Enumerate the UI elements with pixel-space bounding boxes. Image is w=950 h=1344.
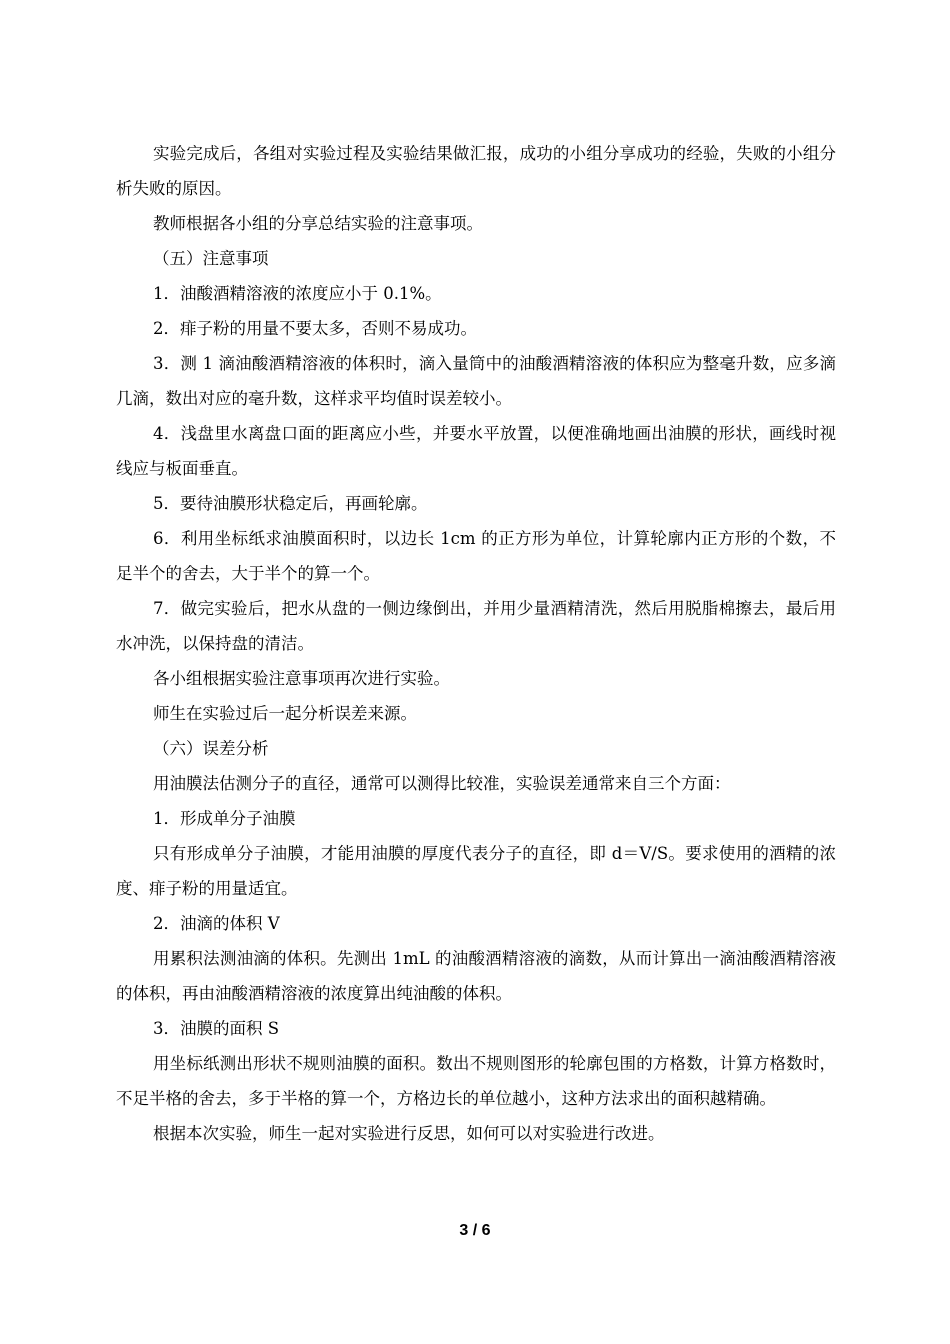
error-item-2-heading: 2．油滴的体积 V: [153, 914, 280, 933]
paragraph-reflection: 根据本次实验，师生一起对实验进行反思，如何可以对实验进行改进。: [153, 1124, 665, 1143]
paragraph-error-intro: 用油膜法估测分子的直径，通常可以测得比较准，实验误差通常来自三个方面：: [153, 774, 731, 793]
document-body: [116, 136, 836, 1151]
section-heading-error-analysis: （六）误差分析: [153, 739, 269, 758]
paragraph-report: 实验完成后，各组对实验过程及实验结果做汇报，成功的小组分享成功的经验，失败的小组分析失败的原因。: [116, 144, 836, 198]
precaution-item-5: 5．要待油膜形状稳定后，再画轮廓。: [153, 494, 428, 513]
error-item-1-heading: 1．形成单分子油膜: [153, 809, 296, 828]
error-item-3-text: 用坐标纸测出形状不规则油膜的面积。数出不规则图形的轮廓包围的方格数，计算方格数时，不足半格的舍去，多于半格的算一个，方格边长的单位越小，这种方法求出的面积越精确。: [116, 1054, 836, 1108]
precaution-item-1: 1．油酸酒精溶液的浓度应小于 0.1%。: [153, 284, 442, 303]
precaution-item-4: 4．浅盘里水离盘口面的距离应小些，并要水平放置，以便准确地画出油膜的形状，画线时视线应与板面垂直。: [116, 424, 836, 478]
page-number: 3 / 6: [459, 1222, 491, 1239]
error-item-3-heading: 3．油膜的面积 S: [153, 1019, 280, 1038]
precaution-item-6: 6．利用坐标纸求油膜面积时，以边长 1cm 的正方形为单位，计算轮廓内正方形的个数，不足半个的舍去，大于半个的算一个。: [116, 529, 836, 583]
section-heading-precautions: （五）注意事项: [153, 249, 269, 268]
paragraph-teacher-summary: 教师根据各小组的分享总结实验的注意事项。: [153, 214, 483, 233]
error-item-2-text: 用累积法测油滴的体积。先测出 1mL 的油酸酒精溶液的滴数，从而计算出一滴油酸酒精溶液的体积，再由油酸酒精溶液的浓度算出纯油酸的体积。: [116, 949, 836, 1003]
error-item-1-text: 只有形成单分子油膜，才能用油膜的厚度代表分子的直径，即 d＝V/S。要求使用的酒精的浓度、痱子粉的用量适宜。: [116, 844, 836, 898]
precaution-item-7: 7．做完实验后，把水从盘的一侧边缘倒出，并用少量酒精清洗，然后用脱脂棉擦去，最后用水冲洗，以保持盘的清洁。: [116, 599, 836, 653]
paragraph-repeat-experiment: 各小组根据实验注意事项再次进行实验。: [153, 669, 450, 688]
precaution-item-2: 2．痱子粉的用量不要太多，否则不易成功。: [153, 319, 477, 338]
paragraph-error-sources: 师生在实验过后一起分析误差来源。: [153, 704, 417, 723]
precaution-item-3: 3．测 1 滴油酸酒精溶液的体积时，滴入量筒中的油酸酒精溶液的体积应为整毫升数，应多滴几滴，数出对应的毫升数，这样求平均值时误差较小。: [116, 354, 836, 408]
